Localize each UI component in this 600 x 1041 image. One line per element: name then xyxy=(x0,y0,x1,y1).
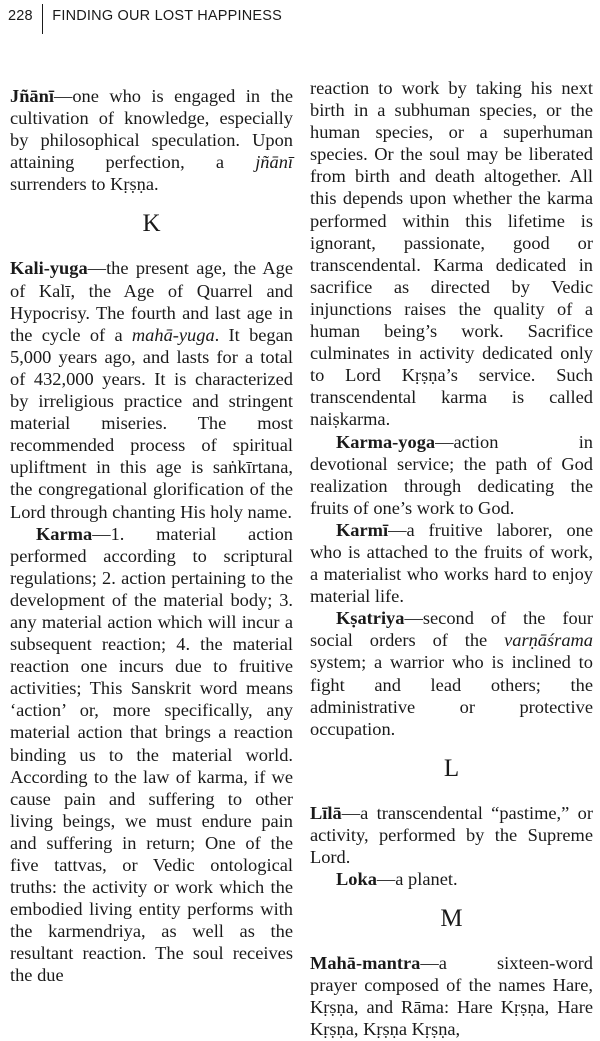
entry-karmi xyxy=(310,519,593,607)
book-title: FINDING OUR LOST HAPPINESS xyxy=(52,8,283,24)
entry-term: Kali-yuga xyxy=(10,258,88,279)
right-column xyxy=(310,77,593,1041)
entry-definition: —a fruitive laborer, one who is attached to the fruits of work, a materialist who works hard to enjoy material life. xyxy=(310,519,593,607)
entry-lila xyxy=(310,802,593,868)
entry-term: Karma-yoga xyxy=(336,431,436,452)
entry-term: Jñānī xyxy=(10,86,54,106)
entry-definition: surrenders to Kṛṣṇa. xyxy=(10,174,159,195)
left-column xyxy=(10,85,293,987)
entry-italic: varṇāśrama xyxy=(504,630,593,651)
entry-term: Mahā-mantra xyxy=(310,953,421,974)
section-letter-m: M xyxy=(440,905,463,933)
entry-italic: mahā-yuga xyxy=(131,324,215,345)
entry-maha-mantra xyxy=(310,952,593,1040)
entry-jnani xyxy=(10,85,293,195)
entry-definition: —1. material action performed according to scriptural regulations; 2. action pertaining to the development of the material body; 3. any material action which will incur a subsequent reaction; 4. the material reaction one incurs due to fruitive activities; This Sanskrit word means ‘action’ or, more specifically, any material action that brings a reaction binding us to the material world. According to the law of karma, if we cause pain and suffering to other living beings, we must endure pain and suffering in return; One of the five tattvas, or Vedic ontological truths: the activity or work which the embodied living entity performs with the karmendriya, as well as the resultant reaction. The soul receives the due xyxy=(10,523,293,986)
entry-italic: jñānī xyxy=(255,152,293,173)
section-letter-l: L xyxy=(443,754,460,782)
entry-definition: —action in devotional service; the path of God realization through dedicating the fruits of one’s work to God. xyxy=(310,431,593,518)
entry-definition: —one who is engaged in the cultivation of knowledge, especially by philosophical speculation. Upon attaining perfection, a xyxy=(10,86,293,173)
entry-definition: . It began 5,000 years ago, and lasts for a total of 432,000 years. It is characterized by irreligious practice and stringent material miseries. The most recommended process of spiritual upliftment in this age is saṅkīrtana, the congregational glorification of the Lord through chanting His holy name. xyxy=(10,324,293,522)
entry-definition: —a transcendental “pastime,” or activity, performed by the Supreme Lord. xyxy=(310,802,593,867)
entry-term: Karma xyxy=(36,523,93,544)
entry-loka xyxy=(310,868,593,890)
entry-term: Līlā xyxy=(310,802,342,823)
entry-kali-yuga xyxy=(10,257,293,522)
entry-definition: —a sixteen-word prayer composed of the names Hare, Kṛṣṇa, and Rāma: Hare Kṛṣṇa, Hare Kṛṣṇa, Kṛṣṇa Kṛṣṇa, xyxy=(310,953,593,1040)
entry-term: Loka xyxy=(336,869,377,890)
section-letter-k: K xyxy=(142,210,161,238)
entry-term: Karmī xyxy=(336,519,389,540)
entry-karma-continued: reaction to work by taking his next birth in a subhuman species, or the human species, or a superhuman species. Or the soul may be liberated from birth and death altogether. All this depends upon whether the karma performed within this lifetime is ignorant, passionate, good or transcendental. Karma dedicated in sacrifice as directed by Vedic injunctions raises the quality of a human being’s work. Sacrifice culminates in activity dedicated only to Lord Kṛṣṇa’s service. Such transcendental karma is called naiṣkarma. xyxy=(310,78,593,430)
entry-definition: —the present age, the Age of Kalī, the Age of Quarrel and Hypocrisy. The fourth and last age in the cycle of a xyxy=(10,258,293,345)
entry-definition: system; a warrior who is inclined to fight and lead others; the administrative or protective occupation. xyxy=(310,652,593,739)
entry-term: Kṣatriya xyxy=(336,608,405,629)
page-number: 228 xyxy=(8,8,33,24)
entry-ksatriya xyxy=(310,607,593,740)
running-header xyxy=(8,8,282,38)
entry-definition: —second of the four social orders of the xyxy=(310,608,593,651)
entry-definition: —a planet. xyxy=(376,869,458,890)
entry-karma-yoga xyxy=(310,431,593,519)
entry-karma xyxy=(10,523,293,987)
